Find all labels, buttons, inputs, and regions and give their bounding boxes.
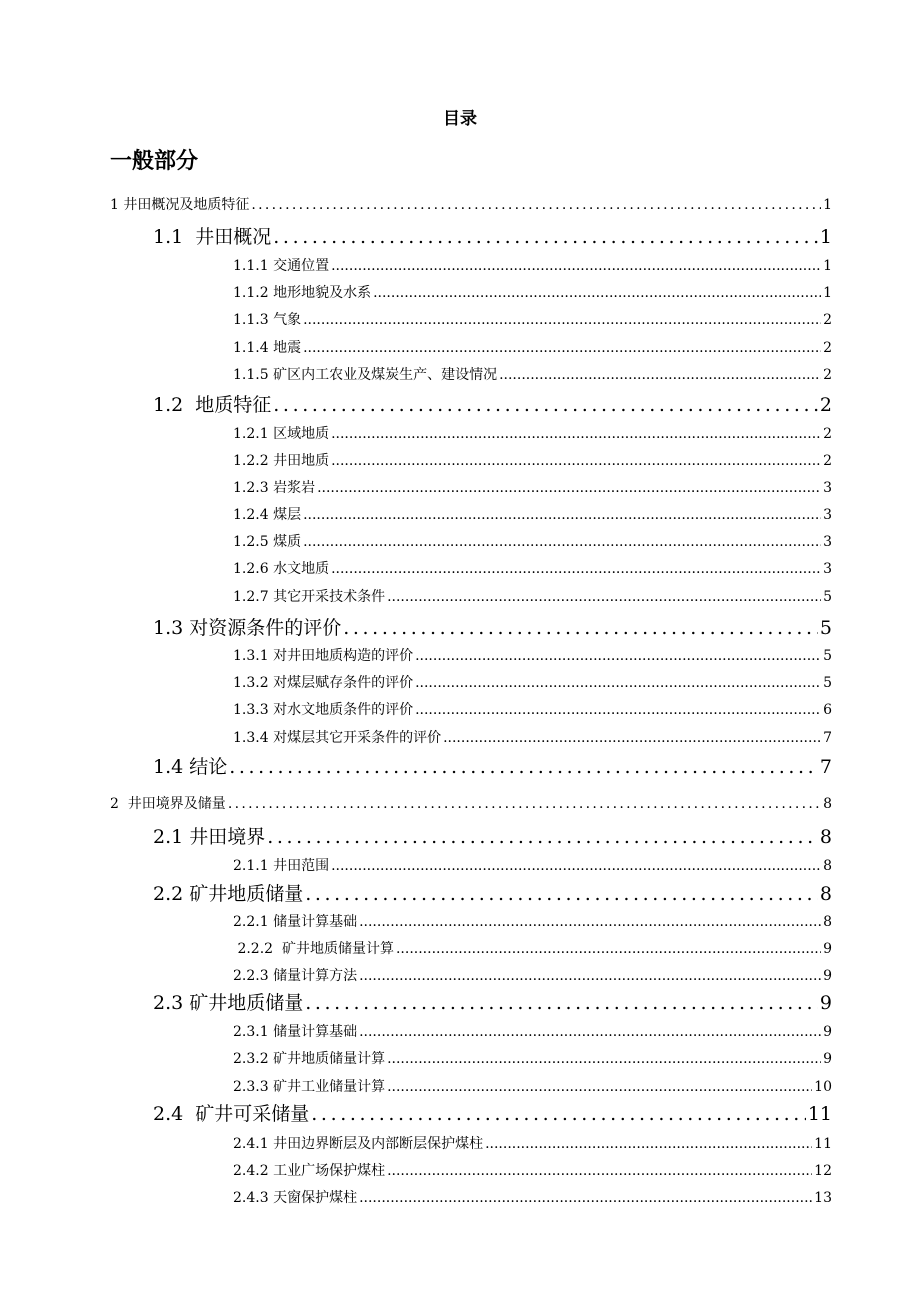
toc-page-number: 5 [823, 675, 832, 691]
toc-page-number: 7 [819, 756, 832, 778]
toc-entry-title: 2.3.3 矿井工业储量计算 [233, 1079, 386, 1095]
toc-dot-leader [331, 258, 821, 274]
toc-entry[interactable] [233, 1133, 832, 1153]
toc-dot-leader [331, 453, 821, 469]
toc-entry-title: 1.2.5 煤质 [233, 534, 302, 550]
toc-dot-leader [305, 883, 818, 905]
toc-page-number: 3 [823, 507, 832, 523]
toc-entry-title: 2.3.2 矿井地质储量计算 [233, 1051, 386, 1067]
toc-dot-leader [229, 756, 818, 778]
toc-entry-title: 2.4 矿井可采储量 [153, 1103, 310, 1125]
toc-entry[interactable] [233, 586, 832, 606]
toc-page-number: 11 [814, 1136, 832, 1152]
toc-page-number: 1 [823, 258, 832, 274]
toc-entry-title: 1.2 地质特征 [153, 394, 272, 416]
toc-page-number: 8 [823, 796, 832, 812]
toc-dot-leader [387, 1163, 812, 1179]
toc-entry-title: 1.2.7 其它开采技术条件 [233, 589, 386, 605]
toc-page-number: 3 [823, 480, 832, 496]
toc-entry-title: 1.2.2 井田地质 [233, 453, 330, 469]
toc-dot-leader [303, 507, 821, 523]
toc-entry[interactable] [233, 699, 832, 719]
toc-entry[interactable] [233, 1187, 832, 1207]
toc-entry-title: 1.1.5 矿区内工农业及煤炭生产、建设情况 [233, 367, 498, 383]
toc-entry[interactable] [233, 364, 832, 384]
toc-page-number: 2 [823, 340, 832, 356]
toc-entry[interactable] [233, 337, 832, 357]
toc-entry-title: 1 井田概况及地质特征 [110, 197, 250, 213]
toc-dot-leader [485, 1136, 812, 1152]
toc-page-number: 8 [819, 826, 832, 848]
toc-dot-leader [331, 858, 821, 874]
toc-entry[interactable] [233, 672, 832, 692]
toc-entry[interactable] [153, 222, 832, 249]
toc-page-number: 12 [814, 1163, 832, 1179]
toc-entry[interactable] [153, 613, 832, 640]
toc-entry-title: 2.4.3 天窗保护煤柱 [233, 1190, 358, 1206]
toc-dot-leader [273, 394, 818, 416]
toc-page-number: 9 [823, 1051, 832, 1067]
toc-page-number: 1 [823, 197, 832, 213]
toc-entry[interactable] [233, 423, 832, 443]
toc-entry[interactable] [233, 255, 832, 275]
toc-dot-leader [359, 968, 821, 984]
toc-entry[interactable] [153, 752, 832, 779]
toc-entry-title: 2.3.1 储量计算基础 [233, 1024, 358, 1040]
toc-page-number: 2 [819, 394, 832, 416]
toc-page-number: 9 [823, 941, 832, 957]
part-heading: 一般部分 [110, 149, 199, 174]
toc-dot-leader [373, 285, 821, 301]
toc-entry-title: 2.1 井田境界 [153, 826, 266, 848]
toc-page-number: 8 [823, 858, 832, 874]
toc-entry[interactable] [233, 309, 832, 329]
toc-entry-title: 1.3.3 对水文地质条件的评价 [233, 702, 414, 718]
toc-dot-leader [331, 561, 821, 577]
toc-entry-title: 2.2.1 储量计算基础 [233, 914, 358, 930]
toc-entry-title: 2.2.3 储量计算方法 [233, 968, 358, 984]
toc-page-number: 8 [819, 883, 832, 905]
toc-entry[interactable] [233, 938, 832, 958]
toc-dot-leader [228, 796, 821, 812]
toc-entry[interactable] [153, 390, 832, 417]
toc-entry[interactable] [233, 1160, 832, 1180]
toc-dot-leader [415, 648, 821, 664]
toc-entry-title: 1.1.3 气象 [233, 312, 302, 328]
toc-dot-leader [387, 1079, 812, 1095]
toc-dot-leader [387, 1051, 821, 1067]
toc-dot-leader [303, 312, 821, 328]
toc-dot-leader [359, 914, 821, 930]
toc-entry-title: 1.2.6 水文地质 [233, 561, 330, 577]
toc-page-number: 5 [819, 617, 832, 639]
toc-entry-title: 2.2 矿井地质储量 [153, 883, 304, 905]
toc-dot-leader [317, 480, 821, 496]
toc-page-number: 1 [823, 285, 832, 301]
toc-page-number: 8 [823, 914, 832, 930]
toc-dot-leader [251, 197, 821, 213]
toc-dot-leader [499, 367, 821, 383]
toc-page-number: 2 [823, 312, 832, 328]
toc-dot-leader [415, 702, 821, 718]
toc-dot-leader [387, 589, 821, 605]
toc-entry[interactable] [233, 1021, 832, 1041]
toc-page-number: 5 [823, 648, 832, 664]
toc-entry-title: 1.2.1 区域地质 [233, 426, 330, 442]
toc-page-number: 9 [819, 992, 832, 1014]
toc-entry-title: 1.2.4 煤层 [233, 507, 302, 523]
toc-entry[interactable] [233, 531, 832, 551]
toc-entry-title: 1.3.2 对煤层赋存条件的评价 [233, 675, 414, 691]
toc-dot-leader [331, 426, 821, 442]
toc-page-number: 7 [823, 730, 832, 746]
toc-dot-leader [267, 826, 818, 848]
toc-entry[interactable] [233, 645, 832, 665]
toc-dot-leader [311, 1103, 806, 1125]
toc-page-number: 13 [814, 1190, 832, 1206]
toc-dot-leader [303, 340, 821, 356]
toc-entry[interactable] [233, 558, 832, 578]
toc-page-number: 3 [823, 561, 832, 577]
toc-entry[interactable] [233, 477, 832, 497]
toc-entry-title: 1.1 井田概况 [153, 226, 272, 248]
toc-entry-title: 2.4.1 井田边界断层及内部断层保护煤柱 [233, 1136, 484, 1152]
toc-dot-leader [396, 941, 821, 957]
toc-page-number: 5 [823, 589, 832, 605]
toc-page-number: 11 [807, 1103, 832, 1125]
toc-entry-title: 1.4 结论 [153, 756, 228, 778]
page-title: 目录 [443, 109, 477, 129]
toc-entry-title: 1.1.1 交通位置 [233, 258, 330, 274]
toc-page-number: 2 [823, 426, 832, 442]
toc-page-number: 1 [819, 226, 832, 248]
toc-dot-leader [359, 1024, 821, 1040]
toc-entry[interactable] [233, 1076, 832, 1096]
toc-entry-title: 1.1.4 地震 [233, 340, 302, 356]
toc-page-number: 2 [823, 453, 832, 469]
toc-entry[interactable] [233, 965, 832, 985]
toc-entry-title: 2.3 矿井地质储量 [153, 992, 304, 1014]
toc-page-number: 9 [823, 1024, 832, 1040]
toc-entry-title: 2 井田境界及储量 [110, 796, 226, 812]
toc-page-number: 6 [823, 702, 832, 718]
toc-entry-title: 1.3.1 对井田地质构造的评价 [233, 648, 414, 664]
toc-dot-leader [343, 617, 818, 639]
toc-dot-leader [359, 1190, 812, 1206]
toc-entry[interactable] [233, 282, 832, 302]
toc-dot-leader [273, 226, 818, 248]
toc-entry[interactable] [233, 450, 832, 470]
toc-page-number: 2 [823, 367, 832, 383]
toc-entry-title: 1.3.4 对煤层其它开采条件的评价 [233, 730, 442, 746]
toc-entry[interactable] [233, 855, 832, 875]
toc-dot-leader [303, 534, 821, 550]
toc-entry[interactable] [153, 988, 832, 1015]
toc-entry-title: 1.3 对资源条件的评价 [153, 617, 342, 639]
toc-page-number: 3 [823, 534, 832, 550]
toc-entry[interactable] [233, 1048, 832, 1068]
toc-dot-leader [415, 675, 821, 691]
toc-entry-title: 1.2.3 岩浆岩 [233, 480, 316, 496]
toc-dot-leader [443, 730, 821, 746]
toc-entry[interactable] [110, 194, 832, 214]
toc-dot-leader [305, 992, 818, 1014]
toc-entry-title: 2.4.2 工业广场保护煤柱 [233, 1163, 386, 1179]
toc-entry-title: 2.2.2 矿井地质储量计算 [233, 941, 394, 957]
toc-entry[interactable] [153, 879, 832, 906]
toc-entry[interactable] [233, 911, 832, 931]
toc-entry[interactable] [110, 793, 832, 813]
toc-entry[interactable] [233, 727, 832, 747]
toc-entry-title: 1.1.2 地形地貌及水系 [233, 285, 372, 301]
toc-page-number: 9 [823, 968, 832, 984]
toc-page-number: 10 [814, 1079, 832, 1095]
toc-entry[interactable] [153, 1099, 832, 1126]
toc-entry-title: 2.1.1 井田范围 [233, 858, 330, 874]
toc-entry[interactable] [233, 504, 832, 524]
toc-entry[interactable] [153, 822, 832, 849]
